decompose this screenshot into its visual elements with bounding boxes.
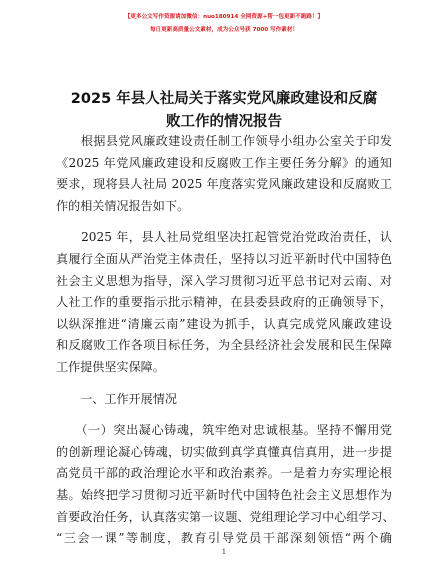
page-number: 1 [221, 548, 227, 556]
document-title [60, 88, 388, 134]
document-body [56, 131, 395, 550]
text-line: 根据县党风廉政建设责任制工作领导小组办公室关于印发 [56, 134, 392, 148]
paragraph [56, 227, 392, 378]
text-line: 以纵深推进“清廉云南”建设为抓手，认真完成党风廉政建设 [56, 316, 392, 331]
text-line: 2025 年，县人社局党组坚决扛起管党治党政治责任，认 [56, 230, 392, 245]
text-line: 高党员干部的政治理论水平和政治素养。一是着力夯实理论根 [56, 466, 392, 481]
text-line: （一）突出凝心铸魂，筑牢绝对忠诚根基。坚持不懈用党 [56, 423, 392, 438]
text-line: 的创新理论凝心铸魂，切实做到真学真懂真信真用，进一步提 [56, 444, 392, 459]
text-line: 工作提供坚实保障。 [56, 359, 165, 374]
text-line: 一、工作开展情况 [56, 391, 177, 406]
text-line: 首要政治任务，认真落实第一议题、党组理论学习中心组学习、 [56, 509, 395, 524]
title-line: 败工作的情况报告 [166, 114, 282, 130]
paragraph [56, 131, 392, 217]
text-line: 要求，现将县人社局 2025 年度落实党风廉政建设和反腐败工 [56, 177, 392, 192]
text-line: 人社工作的重要指示批示精神，在县委县政府的正确领导下， [56, 295, 392, 310]
text-line: 《2025 年党风廉政建设和反腐败工作主要任务分解》的通知 [56, 155, 392, 170]
section-heading [56, 389, 392, 411]
paragraph [56, 420, 395, 550]
promo-banner-line: 每日更新高质量公文素材，成为公众号获 7000 写作素材！ [149, 27, 299, 33]
text-line: 作的相关情况报告如下。 [56, 198, 190, 213]
text-line: 基。始终把学习贯彻习近平新时代中国特色社会主义思想作为 [56, 487, 392, 502]
text-line: “三会一课”等制度，教育引导党员干部深刻领悟“两个确 [56, 531, 392, 546]
promo-banner-line: 【更多公文写作资源请加微信：nuo180914 全网资源+帮一包更新不跑路！】 [124, 14, 324, 20]
text-line: 真履行全面从严治党主体责任，坚持以习近平新时代中国特色 [56, 251, 392, 266]
text-line: 和反腐败工作各项目标任务，为全县经济社会发展和民生保障 [56, 338, 392, 353]
text-line: 社会主义思想为指导，深入学习贯彻习近平总书记对云南、对 [56, 273, 392, 288]
title-line: 2025 年县人社局关于落实党风廉政建设和反腐 [70, 91, 378, 107]
